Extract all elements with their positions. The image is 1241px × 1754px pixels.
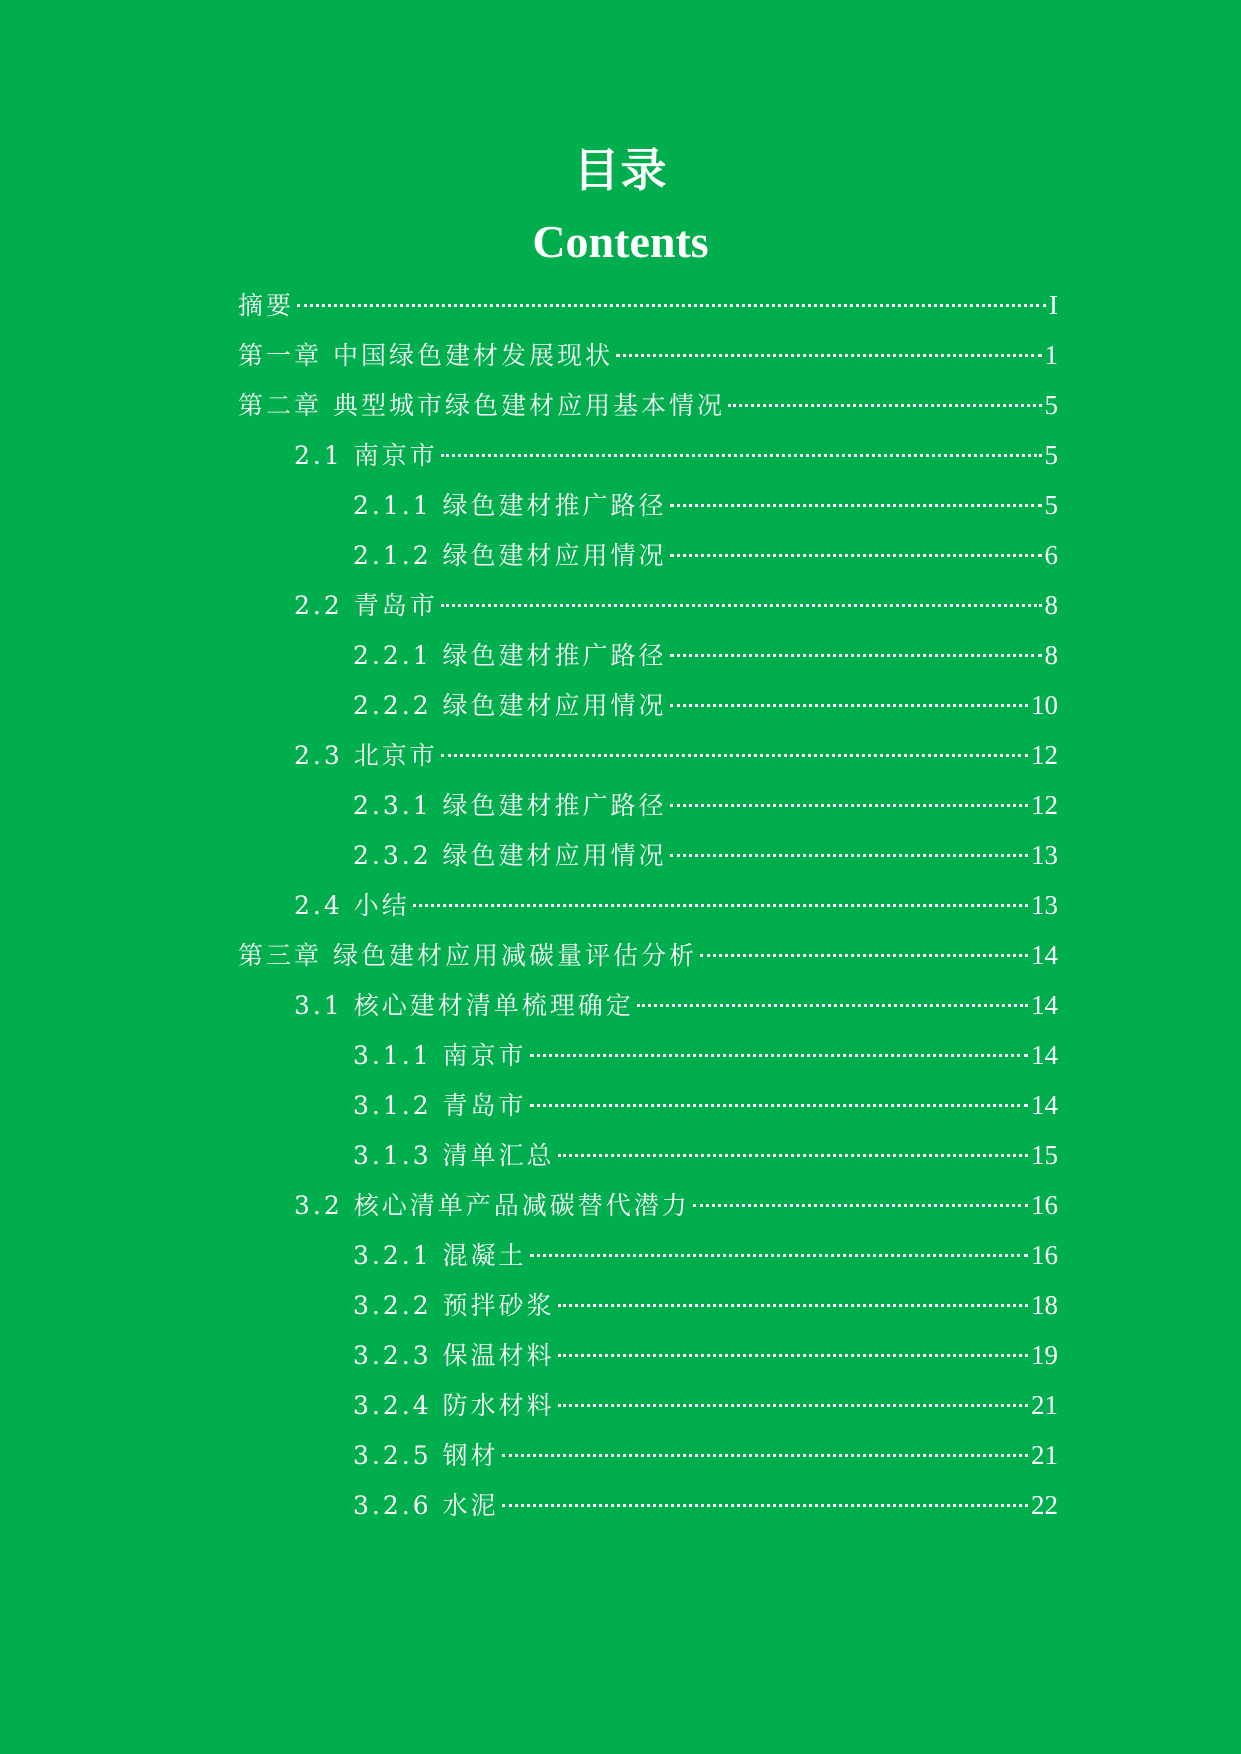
toc-leader-dots [558, 1304, 1028, 1307]
toc-entry-page: 14 [1031, 990, 1058, 1020]
toc-entry[interactable] [238, 780, 1058, 830]
toc-entry[interactable] [238, 280, 1058, 330]
toc-entry-label: 第二章 典型城市绿色建材应用基本情况 [238, 391, 725, 420]
toc-entry-page: 19 [1031, 1340, 1058, 1370]
toc-entry-label: 摘要 [238, 291, 295, 320]
toc-leader-dots [558, 1404, 1028, 1407]
toc-entry[interactable] [238, 1480, 1058, 1530]
toc-entry-page: 6 [1044, 540, 1058, 570]
table-of-contents [238, 280, 1058, 1530]
toc-entry[interactable] [238, 730, 1058, 780]
toc-entry-page: 18 [1031, 1290, 1058, 1320]
toc-entry-page: 12 [1031, 740, 1058, 770]
toc-entry[interactable] [238, 1030, 1058, 1080]
toc-entry-page: 14 [1031, 1040, 1058, 1070]
toc-leader-dots [670, 854, 1028, 857]
toc-entry-page: I [1049, 290, 1058, 320]
toc-entry[interactable] [238, 1430, 1058, 1480]
toc-entry-label: 3.2 核心清单产品减碳替代潜力 [294, 1191, 690, 1220]
toc-entry-page: 8 [1044, 590, 1058, 620]
toc-entry[interactable] [238, 580, 1058, 630]
toc-entry-page: 13 [1031, 840, 1058, 870]
toc-leader-dots [530, 1104, 1028, 1107]
toc-entry-page: 15 [1031, 1140, 1058, 1170]
toc-entry-page: 5 [1044, 440, 1058, 470]
toc-entry-label: 2.2.1 绿色建材推广路径 [353, 641, 667, 670]
toc-entry[interactable] [238, 430, 1058, 480]
toc-entry-page: 14 [1031, 940, 1058, 970]
toc-entry[interactable] [238, 830, 1058, 880]
toc-entry[interactable] [238, 530, 1058, 580]
toc-entry[interactable] [238, 480, 1058, 530]
toc-leader-dots [693, 1204, 1028, 1207]
toc-entry-label: 2.1.1 绿色建材推广路径 [353, 491, 667, 520]
toc-leader-dots [558, 1154, 1028, 1157]
toc-entry[interactable] [238, 980, 1058, 1030]
toc-leader-dots [637, 1004, 1028, 1007]
toc-entry-label: 3.2.2 预拌砂浆 [353, 1291, 555, 1320]
toc-entry[interactable] [238, 1080, 1058, 1130]
toc-leader-dots [502, 1454, 1028, 1457]
toc-entry-page: 10 [1031, 690, 1058, 720]
toc-entry[interactable] [238, 1230, 1058, 1280]
toc-leader-dots [670, 654, 1042, 657]
page-subtitle: Contents [532, 216, 709, 267]
toc-leader-dots [530, 1254, 1028, 1257]
toc-leader-dots [670, 804, 1028, 807]
toc-entry-label: 3.1.3 清单汇总 [353, 1141, 555, 1170]
toc-entry-page: 5 [1044, 490, 1058, 520]
toc-entry-label: 2.3 北京市 [294, 741, 438, 770]
toc-entry-page: 22 [1031, 1490, 1058, 1520]
toc-entry[interactable] [238, 380, 1058, 430]
toc-entry[interactable] [238, 930, 1058, 980]
toc-entry-label: 2.3.2 绿色建材应用情况 [353, 841, 667, 870]
toc-leader-dots [441, 754, 1028, 757]
toc-entry-page: 12 [1031, 790, 1058, 820]
toc-leader-dots [413, 904, 1028, 907]
toc-entry-page: 8 [1044, 640, 1058, 670]
toc-entry[interactable] [238, 1130, 1058, 1180]
toc-leader-dots [558, 1354, 1028, 1357]
toc-entry-page: 16 [1031, 1240, 1058, 1270]
toc-leader-dots [670, 504, 1042, 507]
toc-entry[interactable] [238, 680, 1058, 730]
toc-entry[interactable] [238, 1330, 1058, 1380]
toc-entry-label: 2.3.1 绿色建材推广路径 [353, 791, 667, 820]
toc-entry-label: 2.4 小结 [294, 891, 410, 920]
toc-entry-label: 2.1 南京市 [294, 441, 438, 470]
toc-entry[interactable] [238, 880, 1058, 930]
toc-leader-dots [616, 354, 1042, 357]
toc-entry-page: 21 [1031, 1390, 1058, 1420]
toc-leader-dots [670, 554, 1042, 557]
toc-entry-label: 2.2.2 绿色建材应用情况 [353, 691, 667, 720]
toc-entry[interactable] [238, 1280, 1058, 1330]
toc-entry[interactable] [238, 1180, 1058, 1230]
toc-entry-page: 14 [1031, 1090, 1058, 1120]
toc-leader-dots [700, 954, 1028, 957]
toc-entry-label: 3.2.1 混凝土 [353, 1241, 527, 1270]
toc-leader-dots [530, 1054, 1028, 1057]
toc-entry-page: 1 [1044, 340, 1058, 370]
toc-leader-dots [502, 1504, 1028, 1507]
toc-leader-dots [728, 404, 1042, 407]
toc-entry-page: 21 [1031, 1440, 1058, 1470]
toc-entry[interactable] [238, 630, 1058, 680]
toc-entry-label: 第三章 绿色建材应用减碳量评估分析 [238, 941, 697, 970]
toc-entry-label: 3.2.3 保温材料 [353, 1341, 555, 1370]
toc-entry-label: 3.1.1 南京市 [353, 1041, 527, 1070]
toc-entry-page: 16 [1031, 1190, 1058, 1220]
toc-entry-label: 3.2.6 水泥 [353, 1491, 499, 1520]
toc-entry[interactable] [238, 330, 1058, 380]
toc-entry-label: 2.1.2 绿色建材应用情况 [353, 541, 667, 570]
toc-leader-dots [441, 604, 1042, 607]
toc-entry-label: 3.2.5 钢材 [353, 1441, 499, 1470]
toc-entry[interactable] [238, 1380, 1058, 1430]
toc-leader-dots [297, 304, 1046, 307]
toc-leader-dots [670, 704, 1028, 707]
page-title: 目录 [573, 143, 668, 197]
toc-entry-label: 第一章 中国绿色建材发展现状 [238, 341, 613, 370]
toc-entry-label: 2.2 青岛市 [294, 591, 438, 620]
toc-leader-dots [441, 454, 1042, 457]
toc-entry-label: 3.2.4 防水材料 [353, 1391, 555, 1420]
toc-entry-page: 13 [1031, 890, 1058, 920]
toc-entry-label: 3.1.2 青岛市 [353, 1091, 527, 1120]
toc-entry-page: 5 [1044, 390, 1058, 420]
toc-entry-label: 3.1 核心建材清单梳理确定 [294, 991, 634, 1020]
